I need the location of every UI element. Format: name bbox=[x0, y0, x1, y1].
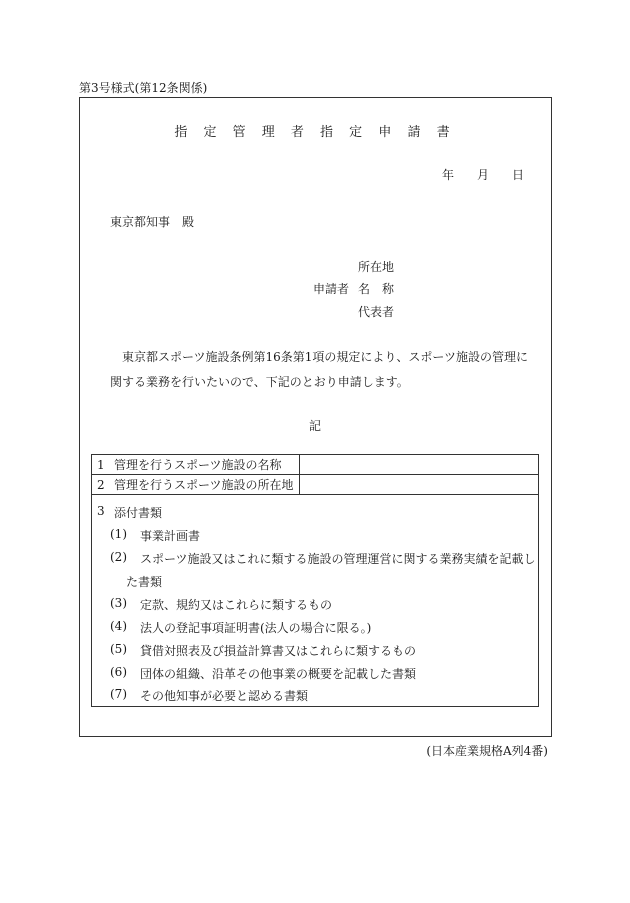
attachment-item-text: スポーツ施設又はこれに類する施設の管理運営に関する業務実績を記載し bbox=[140, 552, 536, 566]
attachment-item-number: (4) bbox=[110, 619, 127, 633]
row-number: 1 bbox=[97, 458, 105, 472]
attachment-item-text: 団体の組織、沿革その他事業の概要を記載した書類 bbox=[140, 667, 417, 681]
attachment-item-number: (2) bbox=[110, 550, 127, 564]
date-year-label: 年 bbox=[442, 168, 455, 182]
table-row-facility-name bbox=[92, 455, 538, 475]
applicant-name-label: 名 称 bbox=[358, 282, 395, 296]
addressee: 東京都知事 殿 bbox=[110, 215, 195, 229]
paper-size-standard-note: (日本産業規格A列4番) bbox=[426, 744, 548, 758]
applicant-address-label: 所在地 bbox=[358, 260, 395, 274]
attachment-item-number: (1) bbox=[110, 527, 127, 541]
attachment-item-text: 定款、規約又はこれらに類するもの bbox=[140, 598, 333, 612]
column-divider bbox=[299, 475, 300, 494]
column-divider bbox=[299, 455, 300, 474]
date-month-label: 月 bbox=[477, 168, 490, 182]
attachment-item-number: (3) bbox=[110, 596, 127, 610]
attachment-item-text: 法人の登記事項証明書(法人の場合に限る。) bbox=[140, 621, 372, 635]
attachment-item-number: (6) bbox=[110, 665, 127, 679]
document-title: 指 定 管 理 者 指 定 申 請 書 bbox=[174, 125, 456, 140]
applicant-role-label: 申請者 bbox=[313, 282, 350, 296]
attachment-item-number: (5) bbox=[110, 642, 127, 656]
details-table bbox=[91, 454, 539, 707]
row-label: 管理を行うスポーツ施設の所在地 bbox=[114, 478, 294, 492]
attachments-number: 3 bbox=[97, 504, 105, 518]
attachment-item-text: 事業計画書 bbox=[140, 529, 201, 543]
attachment-item-text: その他知事が必要と認める書類 bbox=[140, 689, 309, 703]
application-statement: 東京都スポーツ施設条例第16条第1項の規定により、スポーツ施設の管理に関する業務を行いたいので、下記のとおり申請します。 bbox=[110, 350, 528, 389]
row-label: 管理を行うスポーツ施設の名称 bbox=[114, 458, 282, 472]
attachment-item-continuation: た書類 bbox=[126, 575, 163, 589]
ki-heading: 記 bbox=[308, 419, 321, 433]
date-day-label: 日 bbox=[512, 168, 525, 182]
table-row-facility-location bbox=[92, 475, 538, 495]
attachments-label: 添付書類 bbox=[114, 506, 163, 520]
attachment-item-number: (7) bbox=[110, 687, 127, 701]
form-number-label: 第3号様式(第12条関係) bbox=[79, 81, 208, 95]
attachment-item-text: 貸借対照表及び損益計算書又はこれらに類するもの bbox=[140, 644, 417, 658]
row-number: 2 bbox=[97, 478, 105, 492]
applicant-representative-label: 代表者 bbox=[358, 305, 395, 319]
